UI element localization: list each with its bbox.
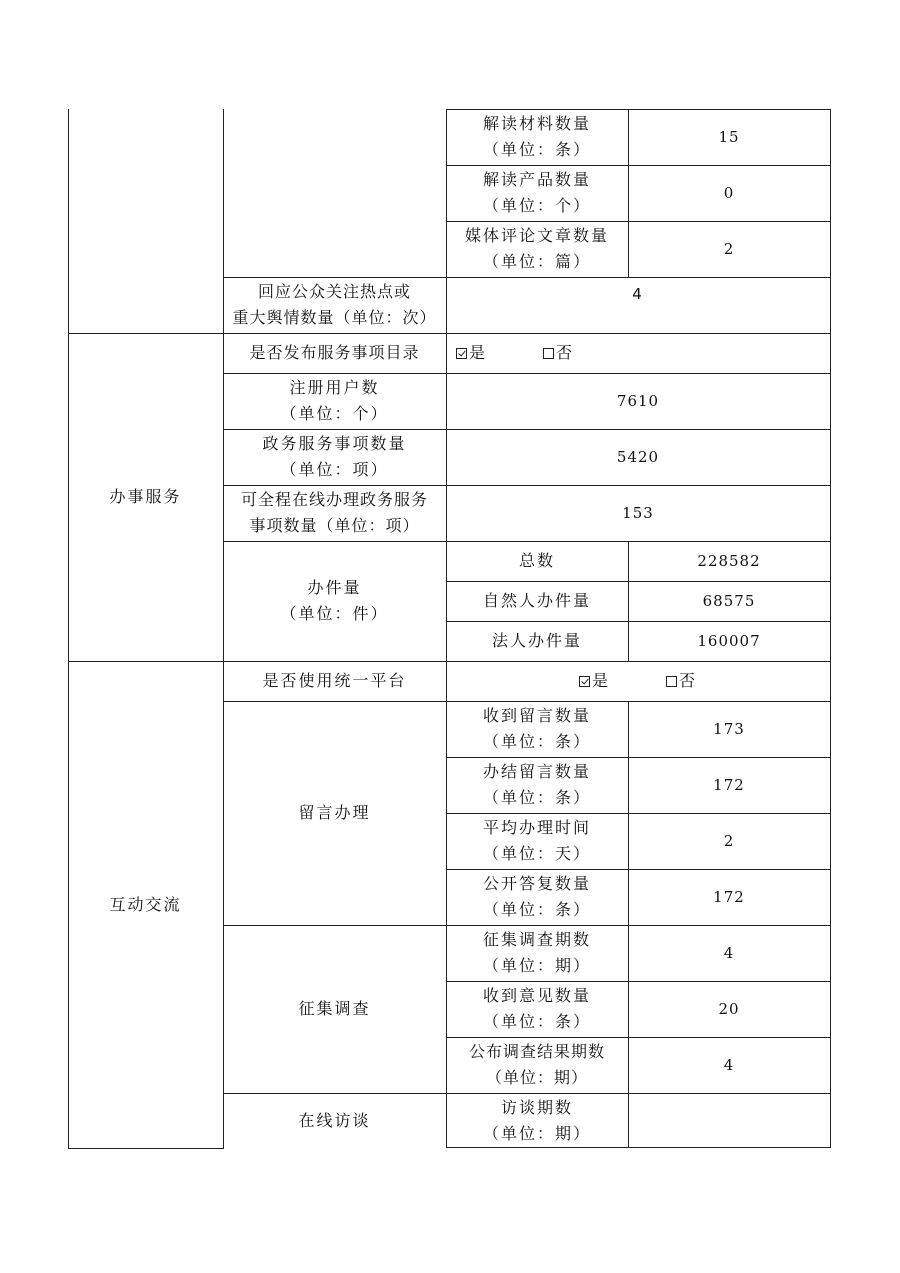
catalog-options	[446, 333, 830, 373]
volume-row-label: 自然人办件量	[482, 591, 591, 610]
platform-yes-option[interactable]	[579, 668, 610, 694]
interp-value: 15	[718, 128, 740, 146]
platform-options	[446, 661, 830, 701]
survey-row-label-cell	[446, 981, 628, 1037]
interp-label-cell	[446, 109, 628, 165]
items-value: 5420	[616, 448, 660, 466]
messages-row-label: 平均办理时间	[482, 818, 591, 837]
messages-row-unit: （单位：条）	[482, 732, 591, 751]
messages-row-value: 172	[713, 888, 745, 906]
messages-row-unit: （单位：天）	[482, 844, 591, 863]
platform-no-option[interactable]	[666, 668, 697, 694]
users-unit: （单位：个）	[280, 404, 389, 423]
online-label-line2: 事项数量（单位：项）	[249, 516, 420, 535]
survey-row-unit: （单位：期）	[482, 956, 591, 975]
interview-label: 在线访谈	[298, 1110, 371, 1130]
interp-label: 解读材料数量	[482, 114, 591, 133]
interp-label: 媒体评论文章数量	[464, 226, 609, 245]
volume-row-label: 总数	[518, 551, 555, 570]
interp-label: 解读产品数量	[482, 170, 591, 189]
messages-row-label-cell	[446, 869, 628, 925]
empty-box-icon[interactable]	[543, 348, 554, 359]
volume-label: 办件量	[307, 578, 362, 597]
messages-row-unit: （单位：条）	[482, 900, 591, 919]
catalog-yes-option[interactable]	[456, 340, 487, 366]
interp-unit: （单位：篇）	[482, 252, 591, 271]
hotspot-label-cell	[223, 277, 446, 333]
messages-row-label-cell	[446, 701, 628, 757]
checked-box-icon[interactable]	[456, 348, 467, 359]
volume-unit: （单位：件）	[280, 604, 389, 623]
items-label: 政务服务事项数量	[262, 434, 407, 453]
survey-row-label-cell	[446, 1037, 628, 1093]
interp-label-cell	[446, 165, 628, 221]
users-label-cell	[223, 373, 446, 429]
interview-row-value	[628, 1093, 830, 1148]
messages-row-label-cell	[446, 757, 628, 813]
volume-row-value: 228582	[697, 552, 761, 570]
catalog-no-option[interactable]	[543, 340, 574, 366]
volume-label-cell	[223, 541, 446, 661]
interaction-section-title: 互动交流	[109, 894, 182, 914]
messages-row-value: 173	[713, 720, 745, 738]
users-value: 7610	[616, 392, 660, 410]
interview-row-unit: （单位：期）	[482, 1123, 591, 1143]
interp-value: 0	[723, 184, 735, 202]
messages-row-label-cell	[446, 813, 628, 869]
survey-row-value: 4	[723, 1056, 735, 1074]
messages-row-value: 172	[713, 776, 745, 794]
online-label-cell	[223, 485, 446, 541]
interp-label-cell	[446, 221, 628, 277]
volume-row-label: 法人办件量	[491, 631, 582, 650]
survey-row-unit: （单位：条）	[482, 1012, 591, 1031]
survey-row-label-cell	[446, 925, 628, 981]
messages-row-label: 办结留言数量	[482, 762, 591, 781]
survey-row-label: 收到意见数量	[482, 986, 591, 1005]
service-section-title: 办事服务	[109, 487, 182, 506]
catalog-yes-label: 是	[469, 343, 488, 362]
interview-row-label: 访谈期数	[500, 1097, 573, 1117]
interp-value: 2	[723, 240, 735, 258]
platform-label: 是否使用统一平台	[262, 671, 407, 690]
catalog-no-label: 否	[556, 343, 575, 362]
messages-row-label: 收到留言数量	[482, 706, 591, 725]
hotspot-label-line1: 回应公众关注热点或	[257, 282, 411, 301]
users-label: 注册用户数	[289, 378, 380, 397]
survey-row-label: 征集调查期数	[482, 930, 591, 949]
messages-label: 留言办理	[298, 803, 371, 822]
messages-row-label: 公开答复数量	[482, 874, 591, 893]
online-label-line1: 可全程在线办理政务服务	[240, 490, 428, 509]
hotspot-label-line2: 重大舆情数量（单位：次）	[232, 308, 437, 327]
survey-row-value: 20	[718, 1000, 740, 1018]
interp-unit: （单位：个）	[482, 196, 591, 215]
items-unit: （单位：项）	[280, 460, 389, 479]
messages-row-value: 2	[723, 832, 735, 850]
survey-label: 征集调查	[298, 999, 371, 1018]
hotspot-value: 4	[632, 285, 644, 303]
online-value: 153	[622, 504, 654, 522]
empty-box-icon[interactable]	[666, 676, 677, 687]
items-label-cell	[223, 429, 446, 485]
platform-no-label: 否	[679, 671, 698, 690]
volume-row-value: 160007	[697, 632, 761, 650]
checked-box-icon[interactable]	[579, 676, 590, 687]
interview-row-label-cell	[446, 1093, 628, 1148]
volume-row-value: 68575	[702, 592, 756, 610]
catalog-label: 是否发布服务事项目录	[249, 343, 420, 362]
survey-row-label: 公布调查结果期数	[468, 1042, 605, 1061]
survey-row-unit: （单位：期）	[485, 1068, 588, 1087]
interp-unit: （单位：条）	[482, 140, 591, 159]
messages-row-unit: （单位：条）	[482, 788, 591, 807]
survey-row-value: 4	[723, 944, 735, 962]
platform-yes-label: 是	[592, 671, 611, 690]
